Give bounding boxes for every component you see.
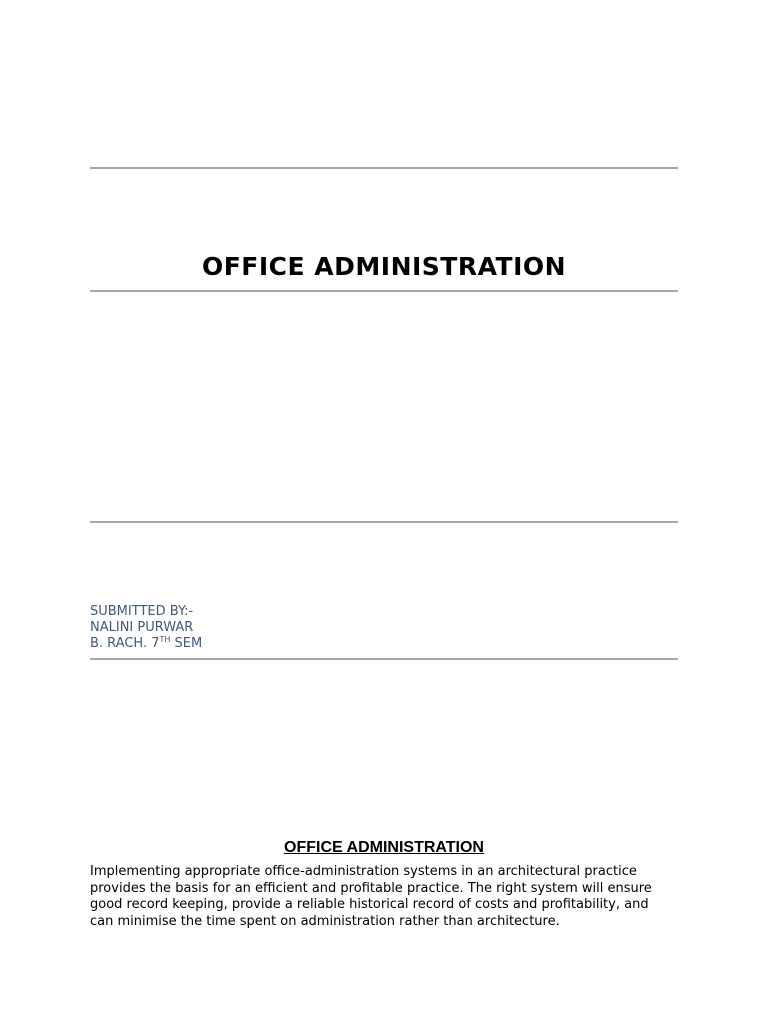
paragraph-line: provides the basis for an efficient and profitable practice. The right system will ensure [90, 880, 652, 896]
author-name: NALINI PURWAR [90, 620, 194, 635]
paragraph-line: good record keeping, provide a reliable historical record of costs and profitability, and [90, 897, 649, 912]
course-info [90, 636, 202, 652]
submitted-by-label: SUBMITTED BY:- [90, 604, 194, 619]
cover-title: OFFICE ADMINISTRATION [201, 252, 567, 281]
section-heading: OFFICE ADMINISTRATION [284, 839, 484, 856]
divider-line [90, 290, 678, 292]
divider-line [90, 658, 678, 660]
course-ordinal-suffix: TH [159, 635, 171, 644]
course-prefix: B. RACH. 7 [90, 636, 160, 651]
body-paragraph [90, 864, 678, 930]
divider-line [90, 521, 678, 523]
course-suffix: SEM [170, 636, 203, 651]
submission-block [90, 604, 202, 652]
divider-line [90, 167, 678, 169]
paragraph-line: can minimise the time spent on administration rather than architecture. [90, 913, 560, 929]
paragraph-line: Implementing appropriate office-administration systems in an architectural practice [90, 864, 637, 879]
